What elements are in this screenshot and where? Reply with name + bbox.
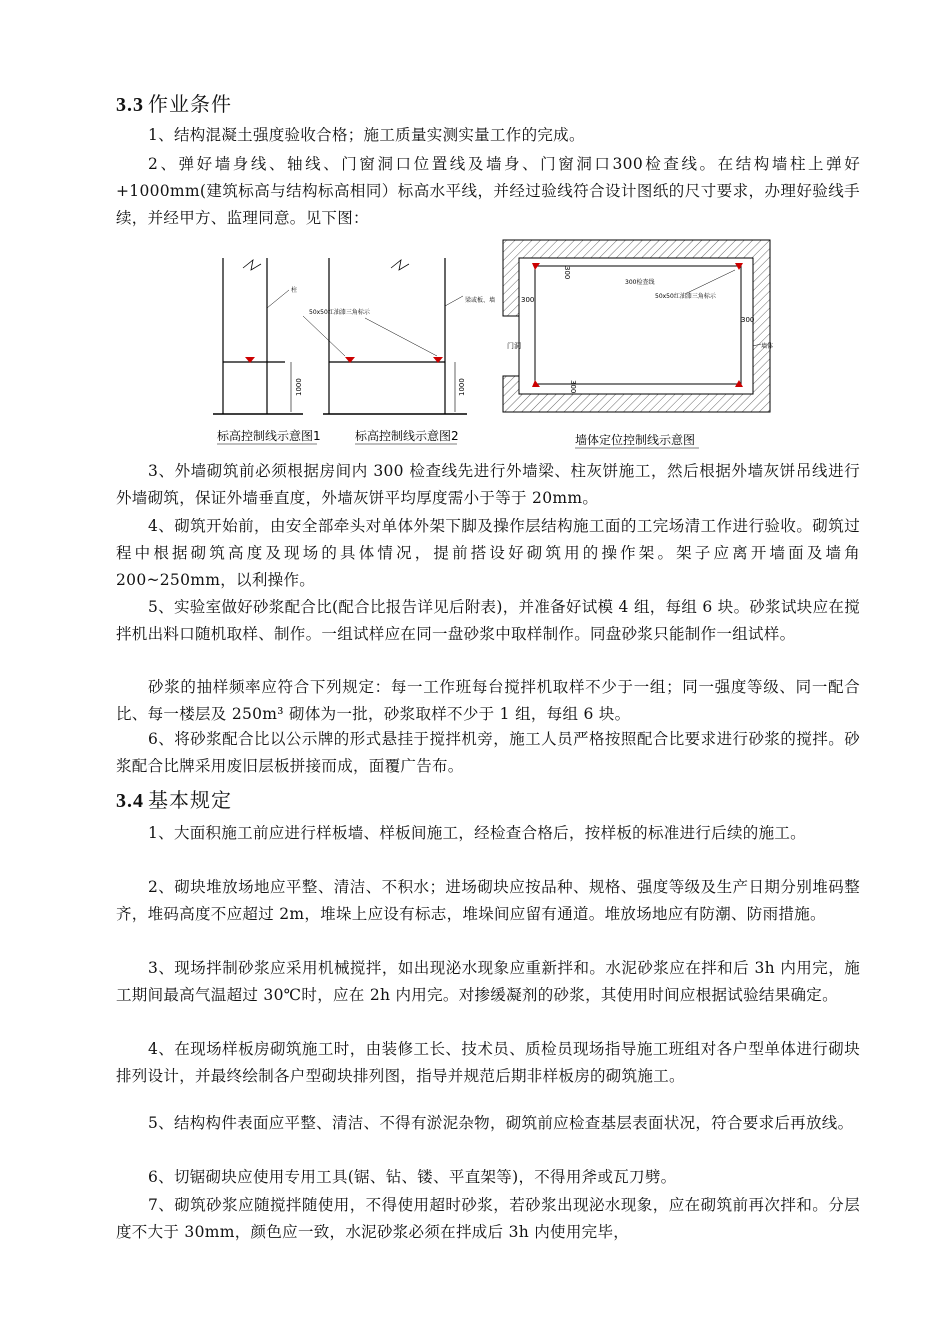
section-title: 基本规定 — [148, 788, 232, 812]
dimension-1000: 1000 — [458, 378, 466, 396]
label-triangle-mark: 50x50红油漆三角标示 — [309, 309, 370, 316]
paragraph: 2、砌块堆放场地应平整、清洁、不积水；进场砌块应按品种、规格、强度等级及生产日期分别堆码整齐，堆码高度不应超过 2m，堆垛上应设有标志，堆垛间应留有通道。堆放场地应有防潮、防雨措施。 — [116, 878, 860, 923]
dimension-1000: 1000 — [295, 378, 303, 396]
section-number: 3.3 — [116, 94, 144, 116]
dimension-300: 300 — [521, 296, 535, 304]
caption-diagram-2: 标高控制线示意图2 — [355, 429, 459, 443]
label-triangle-mark: 50x50红油漆三角标示 — [655, 293, 716, 300]
section-number: 3.4 — [116, 790, 144, 812]
paragraph: 4、在现场样板房砌筑施工时，由装修工长、技术员、质检员现场指导施工班组对各户型单体进行砌块排列设计，并最终绘制各户型砌块排列图，指导并规范后期非样板房的砌筑施工。 — [116, 1040, 860, 1085]
caption-diagram-1: 标高控制线示意图1 — [217, 429, 321, 443]
diagram-2 — [303, 258, 495, 444]
diagram-3-plan — [503, 240, 773, 448]
paragraph: 1、结构混凝土强度验收合格；施工质量实测实量工作的完成。 — [148, 126, 585, 144]
paragraph: 3、外墙砌筑前必须根据房间内 300 检查线先进行外墙梁、柱灰饼施工，然后根据外墙灰饼吊线进行外墙砌筑，保证外墙垂直度，外墙灰饼平均厚度需小于等于 20mm。 — [116, 462, 860, 507]
dimension-300: 300 — [569, 380, 577, 394]
label-beam: 梁或板、墙 — [465, 297, 496, 304]
paragraph: 7、砌筑砂浆应随搅拌随使用，不得使用超时砂浆，若砂浆出现泌水现象，应在砌筑前再次拌和。分层度不大于 30mm，颜色应一致，水泥砂浆必须在拌成后 3h 内使用完毕， — [116, 1196, 860, 1241]
paragraph: 3、现场拌制砂浆应采用机械搅拌，如出现泌水现象应重新拌和。水泥砂浆应在拌和后 3h 内用完，施工期间最高气温超过 30℃时，应在 2h 内用完。对掺缓凝剂的砂浆，其使用时间应根据试验结果确定。 — [116, 959, 860, 1004]
paragraph: 6、将砂浆配合比以公示牌的形式悬挂于搅拌机旁，施工人员严格按照配合比要求进行砂浆的搅拌。砂浆配合比牌采用废旧层板拼接而成，面覆广告布。 — [116, 730, 860, 775]
section-title: 作业条件 — [148, 92, 232, 116]
label-wall: 墙体 — [761, 343, 774, 350]
paragraph: 4、砌筑开始前，由安全部牵头对单体外架下脚及操作层结构施工面的工完场清工作进行验收。砌筑过程中根据砌筑高度及现场的具体情况，提前搭设好砌筑用的操作架。架子应离开墙面及墙角 200~250mm，以利操作。 — [116, 517, 860, 589]
paragraph: 5、实验室做好砂浆配合比(配合比报告详见后附表)，并准备好试模 4 组，每组 6 块。砂浆试块应在搅拌机出料口随机取样、制作。一组试样应在同一盘砂浆中取样制作。同盘砂浆只能制作一组试样。 — [116, 598, 860, 643]
caption-diagram-3: 墙体定位控制线示意图 — [575, 433, 696, 447]
paragraph: 2、弹好墙身线、轴线、门窗洞口位置线及墙身、门窗洞口300检查线。在结构墙柱上弹好+1000mm(建筑标高与结构标高相同）标高水平线，并经过验线符合设计图纸的尺寸要求，办理好验线手续，并经甲方、监理同意。见下图： — [116, 155, 860, 227]
paragraph: 6、切锯砌块应使用专用工具(锯、钻、镂、平直架等)，不得用斧或瓦刀劈。 — [148, 1168, 677, 1186]
section-heading-3-3 — [116, 88, 232, 117]
paragraph: 1、大面积施工前应进行样板墙、样板间施工，经检查合格后，按样板的标准进行后续的施工。 — [148, 824, 806, 842]
label-check-line: 300检查线 — [625, 279, 655, 286]
label-door: 门洞 — [507, 342, 521, 350]
elevation-control-line-figure — [205, 236, 774, 451]
dimension-300: 300 — [563, 266, 571, 280]
paragraph: 5、结构构件表面应平整、清洁、不得有淤泥杂物，砌筑前应检查基层表面状况，符合要求后再放线。 — [148, 1114, 854, 1132]
dimension-300: 300 — [741, 316, 755, 324]
section-heading-3-4 — [116, 784, 232, 813]
label-column: 柱 — [291, 287, 298, 294]
paragraph: 砂浆的抽样频率应符合下列规定：每一工作班每台搅拌机取样不少于一组；同一强度等级、同一配合比、每一楼层及 250m³ 砌体为一批，砂浆取样不少于 1 组，每组 6 块。 — [116, 678, 860, 723]
diagram-1 — [213, 258, 321, 444]
